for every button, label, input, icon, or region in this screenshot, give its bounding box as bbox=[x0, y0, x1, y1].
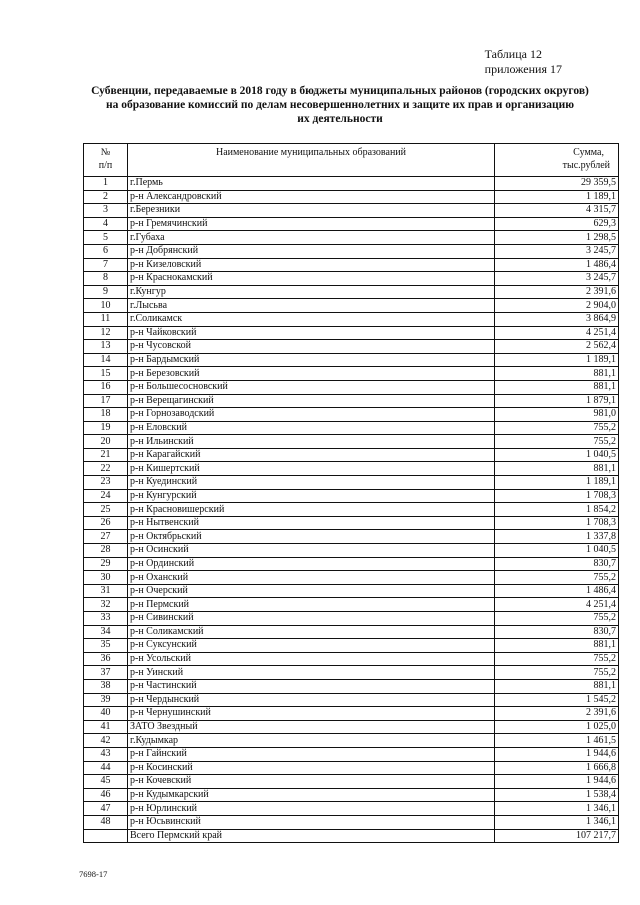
row-number-cell: 2 bbox=[84, 190, 128, 204]
municipality-name-cell: р-н Косинский bbox=[128, 761, 495, 775]
row-number-cell: 14 bbox=[84, 353, 128, 367]
amount-cell: 830,7 bbox=[495, 557, 619, 571]
table-row bbox=[84, 299, 619, 313]
table-row bbox=[84, 652, 619, 666]
row-number-cell: 34 bbox=[84, 625, 128, 639]
amount-cell: 755,2 bbox=[495, 612, 619, 626]
table-row bbox=[84, 394, 619, 408]
amount-cell: 3 245,7 bbox=[495, 272, 619, 286]
row-number-cell: 18 bbox=[84, 408, 128, 422]
row-number-cell: 16 bbox=[84, 380, 128, 394]
amount-cell: 1 486,4 bbox=[495, 258, 619, 272]
table-row bbox=[84, 612, 619, 626]
row-number-cell: 33 bbox=[84, 612, 128, 626]
row-number-cell: 22 bbox=[84, 462, 128, 476]
amount-cell: 881,1 bbox=[495, 367, 619, 381]
amount-cell: 4 251,4 bbox=[495, 598, 619, 612]
municipality-name-cell: р-н Александровский bbox=[128, 190, 495, 204]
table-row bbox=[84, 190, 619, 204]
title-line-3: их деятельности bbox=[297, 113, 383, 125]
municipality-name-cell: р-н Еловский bbox=[128, 421, 495, 435]
table-row bbox=[84, 476, 619, 490]
row-number-cell: 7 bbox=[84, 258, 128, 272]
municipality-name-cell: г.Соликамск bbox=[128, 312, 495, 326]
amount-cell: 1 879,1 bbox=[495, 394, 619, 408]
row-number-cell: 10 bbox=[84, 299, 128, 313]
total-label-cell: Всего Пермский край bbox=[128, 829, 495, 843]
amount-cell: 2 562,4 bbox=[495, 340, 619, 354]
table-row bbox=[84, 530, 619, 544]
municipality-name-cell: р-н Чайковский bbox=[128, 326, 495, 340]
column-header-sum: Сумма, тыс.рублей bbox=[495, 144, 619, 177]
amount-cell: 3 864,9 bbox=[495, 312, 619, 326]
table-row bbox=[84, 720, 619, 734]
title-line-1: Субвенции, передаваемые в 2018 году в бюджеты муниципальных районов (городских округов) bbox=[91, 85, 589, 97]
amount-cell: 881,1 bbox=[495, 462, 619, 476]
municipality-name-cell: р-н Гремячинский bbox=[128, 217, 495, 231]
row-number-cell: 40 bbox=[84, 707, 128, 721]
row-number-cell: 19 bbox=[84, 421, 128, 435]
row-number-cell: 9 bbox=[84, 285, 128, 299]
row-number-cell: 6 bbox=[84, 244, 128, 258]
table-row bbox=[84, 353, 619, 367]
row-number-cell: 29 bbox=[84, 557, 128, 571]
amount-cell: 755,2 bbox=[495, 666, 619, 680]
row-number-cell: 37 bbox=[84, 666, 128, 680]
row-number-cell: 31 bbox=[84, 584, 128, 598]
table-row bbox=[84, 775, 619, 789]
municipality-name-cell: г.Пермь bbox=[128, 177, 495, 191]
table-reference bbox=[485, 47, 562, 77]
municipality-name-cell: г.Кунгур bbox=[128, 285, 495, 299]
amount-cell: 1 461,5 bbox=[495, 734, 619, 748]
amount-cell: 1 944,6 bbox=[495, 747, 619, 761]
municipality-name-cell: р-н Соликамский bbox=[128, 625, 495, 639]
municipality-name-cell: р-н Верещагинский bbox=[128, 394, 495, 408]
municipality-name-cell: р-н Чернушинский bbox=[128, 707, 495, 721]
municipality-name-cell: р-н Кунгурский bbox=[128, 489, 495, 503]
column-header-number: № п/п bbox=[84, 144, 128, 177]
row-number-cell: 26 bbox=[84, 516, 128, 530]
table-row bbox=[84, 516, 619, 530]
row-number-cell: 36 bbox=[84, 652, 128, 666]
municipality-name-cell: р-н Кочевский bbox=[128, 775, 495, 789]
amount-cell: 981,0 bbox=[495, 408, 619, 422]
row-number-cell: 44 bbox=[84, 761, 128, 775]
table-row bbox=[84, 435, 619, 449]
amount-cell: 2 904,0 bbox=[495, 299, 619, 313]
table-row bbox=[84, 489, 619, 503]
municipality-name-cell: р-н Сивинский bbox=[128, 612, 495, 626]
amount-cell: 881,1 bbox=[495, 679, 619, 693]
table-row bbox=[84, 408, 619, 422]
total-number-cell bbox=[84, 829, 128, 843]
municipality-name-cell: р-н Осинский bbox=[128, 544, 495, 558]
table-row bbox=[84, 462, 619, 476]
amount-cell: 755,2 bbox=[495, 421, 619, 435]
row-number-cell: 11 bbox=[84, 312, 128, 326]
row-number-cell: 23 bbox=[84, 476, 128, 490]
amount-cell: 1 346,1 bbox=[495, 802, 619, 816]
table-row bbox=[84, 761, 619, 775]
row-number-cell: 32 bbox=[84, 598, 128, 612]
row-number-cell: 1 bbox=[84, 177, 128, 191]
municipality-name-cell: р-н Частинский bbox=[128, 679, 495, 693]
document-code: 7698-17 bbox=[79, 869, 108, 879]
municipality-name-cell: р-н Очерский bbox=[128, 584, 495, 598]
amount-cell: 4 251,4 bbox=[495, 326, 619, 340]
row-number-cell: 3 bbox=[84, 204, 128, 218]
municipality-name-cell: р-н Добрянский bbox=[128, 244, 495, 258]
subsidies-table bbox=[83, 143, 619, 843]
title-line-2: на образование комиссий по делам несовершеннолетних и защите их прав и организацию bbox=[105, 99, 575, 111]
municipality-name-cell: г.Лысьва bbox=[128, 299, 495, 313]
table-number: Таблица 12 bbox=[484, 47, 542, 61]
amount-cell: 2 391,6 bbox=[495, 707, 619, 721]
municipality-name-cell: р-н Чусовской bbox=[128, 340, 495, 354]
table-row bbox=[84, 244, 619, 258]
table-row bbox=[84, 421, 619, 435]
municipality-name-cell: р-н Уинский bbox=[128, 666, 495, 680]
table-row bbox=[84, 217, 619, 231]
row-number-cell: 8 bbox=[84, 272, 128, 286]
table-header-row bbox=[84, 144, 619, 177]
municipality-name-cell: г.Губаха bbox=[128, 231, 495, 245]
row-number-cell: 28 bbox=[84, 544, 128, 558]
table-row bbox=[84, 815, 619, 829]
municipality-name-cell: р-н Суксунский bbox=[128, 639, 495, 653]
row-number-cell: 47 bbox=[84, 802, 128, 816]
municipality-name-cell: р-н Усольский bbox=[128, 652, 495, 666]
table-row bbox=[84, 177, 619, 191]
row-number-cell: 42 bbox=[84, 734, 128, 748]
row-number-cell: 12 bbox=[84, 326, 128, 340]
row-number-cell: 17 bbox=[84, 394, 128, 408]
row-number-cell: 20 bbox=[84, 435, 128, 449]
table-row bbox=[84, 734, 619, 748]
municipality-name-cell: р-н Юрлинский bbox=[128, 802, 495, 816]
table-row bbox=[84, 639, 619, 653]
row-number-cell: 13 bbox=[84, 340, 128, 354]
municipality-name-cell: р-н Гайнский bbox=[128, 747, 495, 761]
municipality-name-cell: р-н Нытвенский bbox=[128, 516, 495, 530]
table-row bbox=[84, 571, 619, 585]
amount-cell: 2 391,6 bbox=[495, 285, 619, 299]
table-row bbox=[84, 598, 619, 612]
row-number-cell: 46 bbox=[84, 788, 128, 802]
amount-cell: 1 025,0 bbox=[495, 720, 619, 734]
row-number-cell: 43 bbox=[84, 747, 128, 761]
table-row bbox=[84, 285, 619, 299]
row-number-cell: 38 bbox=[84, 679, 128, 693]
amount-cell: 1 189,1 bbox=[495, 190, 619, 204]
row-number-cell: 5 bbox=[84, 231, 128, 245]
document-title bbox=[80, 84, 600, 126]
amount-cell: 1 538,4 bbox=[495, 788, 619, 802]
row-number-cell: 15 bbox=[84, 367, 128, 381]
amount-cell: 4 315,7 bbox=[495, 204, 619, 218]
amount-cell: 1 545,2 bbox=[495, 693, 619, 707]
table-row bbox=[84, 679, 619, 693]
table-row bbox=[84, 802, 619, 816]
column-header-name: Наименование муниципальных образований bbox=[128, 144, 495, 177]
row-number-cell: 39 bbox=[84, 693, 128, 707]
table-row bbox=[84, 380, 619, 394]
table-row bbox=[84, 693, 619, 707]
table-row bbox=[84, 326, 619, 340]
table-row bbox=[84, 312, 619, 326]
amount-cell: 1 666,8 bbox=[495, 761, 619, 775]
municipality-name-cell: р-н Ильинский bbox=[128, 435, 495, 449]
municipality-name-cell: г.Кудымкар bbox=[128, 734, 495, 748]
table-row bbox=[84, 788, 619, 802]
amount-cell: 1 337,8 bbox=[495, 530, 619, 544]
amount-cell: 1 486,4 bbox=[495, 584, 619, 598]
municipality-name-cell: р-н Карагайский bbox=[128, 448, 495, 462]
table-body bbox=[84, 177, 619, 843]
row-number-cell: 25 bbox=[84, 503, 128, 517]
amount-cell: 1 708,3 bbox=[495, 489, 619, 503]
amount-cell: 1 346,1 bbox=[495, 815, 619, 829]
municipality-name-cell: р-н Горнозаводский bbox=[128, 408, 495, 422]
row-number-cell: 48 bbox=[84, 815, 128, 829]
municipality-name-cell: р-н Бардымский bbox=[128, 353, 495, 367]
row-number-cell: 45 bbox=[84, 775, 128, 789]
row-number-cell: 30 bbox=[84, 571, 128, 585]
table-row bbox=[84, 707, 619, 721]
table-row bbox=[84, 557, 619, 571]
amount-cell: 1 040,5 bbox=[495, 448, 619, 462]
amount-cell: 881,1 bbox=[495, 380, 619, 394]
municipality-name-cell: р-н Пермский bbox=[128, 598, 495, 612]
amount-cell: 881,1 bbox=[495, 639, 619, 653]
municipality-name-cell: р-н Чердынский bbox=[128, 693, 495, 707]
row-number-cell: 24 bbox=[84, 489, 128, 503]
table-row bbox=[84, 340, 619, 354]
table-row bbox=[84, 625, 619, 639]
amount-cell: 830,7 bbox=[495, 625, 619, 639]
table-row bbox=[84, 231, 619, 245]
municipality-name-cell: р-н Юсьвинский bbox=[128, 815, 495, 829]
amount-cell: 1 189,1 bbox=[495, 476, 619, 490]
total-row bbox=[84, 829, 619, 843]
table-row bbox=[84, 584, 619, 598]
total-amount-cell: 107 217,7 bbox=[495, 829, 619, 843]
municipality-name-cell: ЗАТО Звездный bbox=[128, 720, 495, 734]
municipality-name-cell: р-н Кудымкарский bbox=[128, 788, 495, 802]
amount-cell: 1 708,3 bbox=[495, 516, 619, 530]
table-row bbox=[84, 448, 619, 462]
amount-cell: 1 189,1 bbox=[495, 353, 619, 367]
table-row bbox=[84, 503, 619, 517]
row-number-cell: 4 bbox=[84, 217, 128, 231]
municipality-name-cell: р-н Краснокамский bbox=[128, 272, 495, 286]
amount-cell: 29 359,5 bbox=[495, 177, 619, 191]
amount-cell: 755,2 bbox=[495, 652, 619, 666]
table-row bbox=[84, 258, 619, 272]
table-row bbox=[84, 367, 619, 381]
table-row bbox=[84, 272, 619, 286]
appendix-number: приложения 17 bbox=[484, 62, 562, 76]
municipality-name-cell: р-н Красновишерский bbox=[128, 503, 495, 517]
table-row bbox=[84, 204, 619, 218]
row-number-cell: 35 bbox=[84, 639, 128, 653]
municipality-name-cell: р-н Оханский bbox=[128, 571, 495, 585]
municipality-name-cell: р-н Березовский bbox=[128, 367, 495, 381]
table-row bbox=[84, 544, 619, 558]
amount-cell: 1 298,5 bbox=[495, 231, 619, 245]
municipality-name-cell: р-н Большесосновский bbox=[128, 380, 495, 394]
table-row bbox=[84, 747, 619, 761]
municipality-name-cell: р-н Октябрьский bbox=[128, 530, 495, 544]
amount-cell: 1 944,6 bbox=[495, 775, 619, 789]
table-row bbox=[84, 666, 619, 680]
amount-cell: 755,2 bbox=[495, 435, 619, 449]
amount-cell: 1 040,5 bbox=[495, 544, 619, 558]
municipality-name-cell: р-н Ординский bbox=[128, 557, 495, 571]
municipality-name-cell: р-н Кишертский bbox=[128, 462, 495, 476]
row-number-cell: 27 bbox=[84, 530, 128, 544]
amount-cell: 1 854,2 bbox=[495, 503, 619, 517]
row-number-cell: 41 bbox=[84, 720, 128, 734]
amount-cell: 629,3 bbox=[495, 217, 619, 231]
row-number-cell: 21 bbox=[84, 448, 128, 462]
amount-cell: 3 245,7 bbox=[495, 244, 619, 258]
municipality-name-cell: р-н Куединский bbox=[128, 476, 495, 490]
municipality-name-cell: р-н Кизеловский bbox=[128, 258, 495, 272]
municipality-name-cell: г.Березники bbox=[128, 204, 495, 218]
amount-cell: 755,2 bbox=[495, 571, 619, 585]
